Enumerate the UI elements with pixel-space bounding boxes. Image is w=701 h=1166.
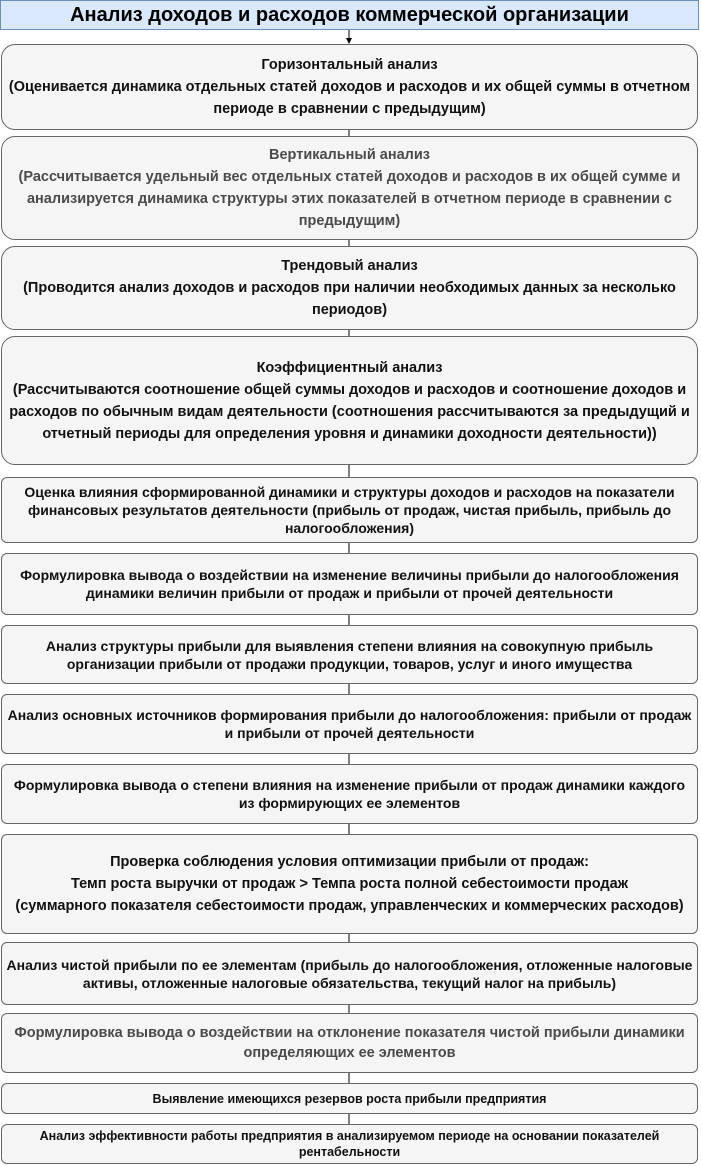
step-influence-assessment <box>1 477 698 543</box>
step-optimization-check <box>1 834 698 934</box>
step-vertical-analysis <box>1 136 698 240</box>
step-profitability <box>1 1124 698 1164</box>
step-horizontal-analysis <box>1 44 698 130</box>
step-heading: Трендовый анализ <box>281 258 418 274</box>
step-body: (Рассчитывается удельный вес отдельных статей доходов и расходов в их общей сумме и анализируется динамика структуры этих показателей в отчетном периоде в сравнении с предыдущим) <box>18 169 681 229</box>
step-heading: Коэффициентный анализ <box>256 359 443 376</box>
step-body: (Оценивается динамика отдельных статей доходов и расходов и их общей суммы в отчетном периоде в сравнении с предыдущим) <box>8 79 691 117</box>
step-text: Анализ эффективности работы предприятия в анализируемом периоде на основании показателей рентабельности <box>39 1129 660 1159</box>
step-text: Формулировка вывода о воздействии на изменение величины прибыли до налогообложения динамики величин прибыли от продаж и прибыли от прочей деятельности <box>20 567 679 601</box>
step-profit-structure <box>1 625 698 684</box>
step-heading: Горизонтальный анализ <box>261 57 438 73</box>
step-body: (Проводится анализ доходов и расходов при наличии необходимых данных за несколько периодов) <box>23 280 676 318</box>
step-trend-analysis <box>1 246 698 330</box>
step-text: Оценка влияния сформированной динамики и структуры доходов и расходов на показатели финансовых результатов деятельности (прибыль от продаж, чистая прибыль, прибыль до налогообложения) <box>24 484 675 536</box>
step-text: Анализ основных источников формирования прибыли до налогообложения: прибыли от продаж и прибыли от прочей деятельности <box>7 707 692 741</box>
step-ratio-analysis <box>1 336 698 465</box>
step-net-profit-analysis <box>1 942 698 1005</box>
step-heading: Проверка соблюдения условия оптимизации прибыли от продаж: <box>110 854 589 870</box>
step-text: Анализ чистой прибыли по ее элементам (прибыль до налогообложения, отложенные налоговые активы, отложенные налоговые обязательства, текущий налог на прибыль) <box>6 956 693 991</box>
step-body: (суммарного показателя себестоимости продаж, управленческих и коммерческих расходов) <box>15 898 684 914</box>
step-formula: Темп роста выручки от продаж > Темпа роста полной себестоимости продаж <box>71 876 628 892</box>
step-net-profit-conclusion <box>1 1013 698 1073</box>
step-text: Формулировка вывода о степени влияния на изменение прибыли от продаж динамики каждого из формирующих ее элементов <box>13 777 686 811</box>
step-pretax-profit-conclusion <box>1 553 698 615</box>
step-heading: Вертикальный анализ <box>269 147 430 163</box>
step-text: Формулировка вывода о воздействии на отклонение показателя чистой прибыли динамики определяющих ее элементов <box>14 1025 685 1061</box>
step-text: Анализ структуры прибыли для выявления степени влияния на совокупную прибыль организации прибыли от продажи продукции, товаров, услуг и иного имущества <box>45 637 654 672</box>
step-text: Выявление имеющихся резервов роста прибыли предприятия <box>152 1091 547 1106</box>
step-reserves <box>1 1083 698 1114</box>
step-body: (Рассчитываются соотношение общей суммы доходов и расходов и соотношение доходов и расходов по обычным видам деятельности (соотношения рассчитываются за предыдущий и отчетный периоды для определения уровня и динамики доходности деятельности)) <box>9 381 690 442</box>
step-sales-profit-conclusion <box>1 764 698 824</box>
diagram-title: Анализ доходов и расходов коммерческой организации <box>0 0 699 30</box>
step-profit-sources <box>1 694 698 754</box>
